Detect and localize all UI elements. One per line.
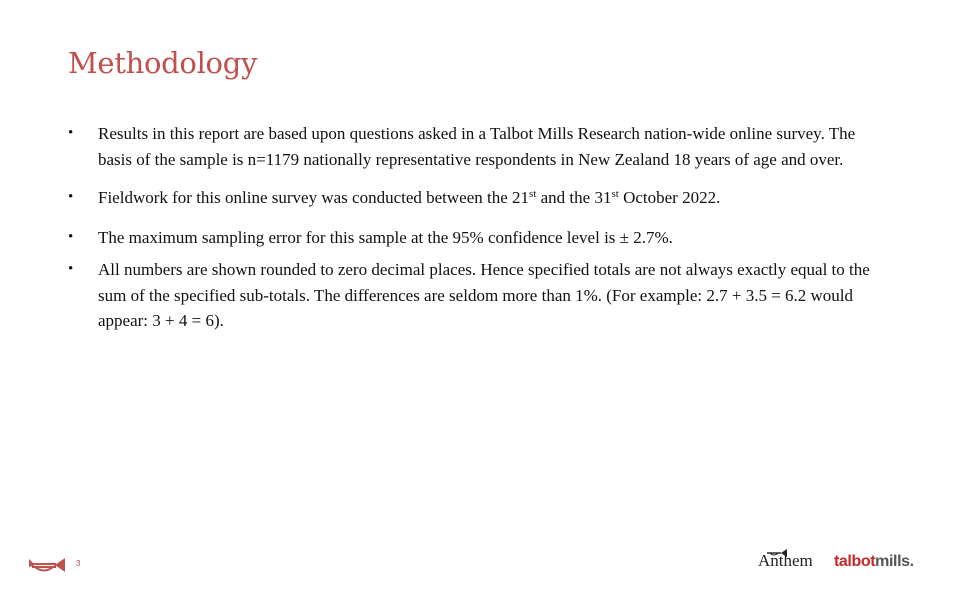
mills-logo-text: mills. (875, 553, 914, 570)
bullet-icon: • (68, 228, 74, 245)
talbot-mills-logo (834, 553, 914, 571)
talbot-logo-text: talbot (834, 553, 876, 570)
anthem-logo: Anthem (758, 551, 813, 570)
bullet-text-fieldwork-2: and the 31 (536, 188, 612, 207)
ordinal-suffix: st (611, 188, 619, 200)
list-item (68, 121, 888, 172)
bullet-text-fieldwork-3: October 2022. (618, 188, 721, 207)
bullet-icon: • (68, 261, 74, 277)
bullet-icon: • (68, 125, 74, 141)
bullet-text-sample: Results in this report are based upon questions asked in a Talbot Mills Research nation-wide online survey. The basis of the sample is n=1179 nationally representative respondents in New Zealand 18 years of age and over. (98, 124, 856, 169)
bullet-icon: • (68, 189, 74, 205)
list-item (68, 185, 888, 211)
page-title: Methodology (68, 46, 258, 80)
page-number: 3 (76, 559, 81, 568)
list-item (68, 257, 888, 334)
bullet-text-sampling-error: The maximum sampling error for this sample at the 95% confidence level is ± 2.7%. (98, 227, 673, 247)
methodology-list (68, 121, 888, 334)
bullet-text-rounding: All numbers are shown rounded to zero decimal places. Hence specified totals are not always exactly equal to the sum of the specified sub-totals. The differences are seldom more than 1%. (For example: 2.7 + 3.5 = 6.2 would appear: 3 + 4 = 6). (98, 260, 870, 330)
trumpet-icon (27, 555, 69, 575)
list-item (68, 225, 888, 251)
ordinal-suffix: st (529, 188, 537, 200)
bullet-text-fieldwork-1: Fieldwork for this online survey was conducted between the 21 (98, 188, 530, 207)
